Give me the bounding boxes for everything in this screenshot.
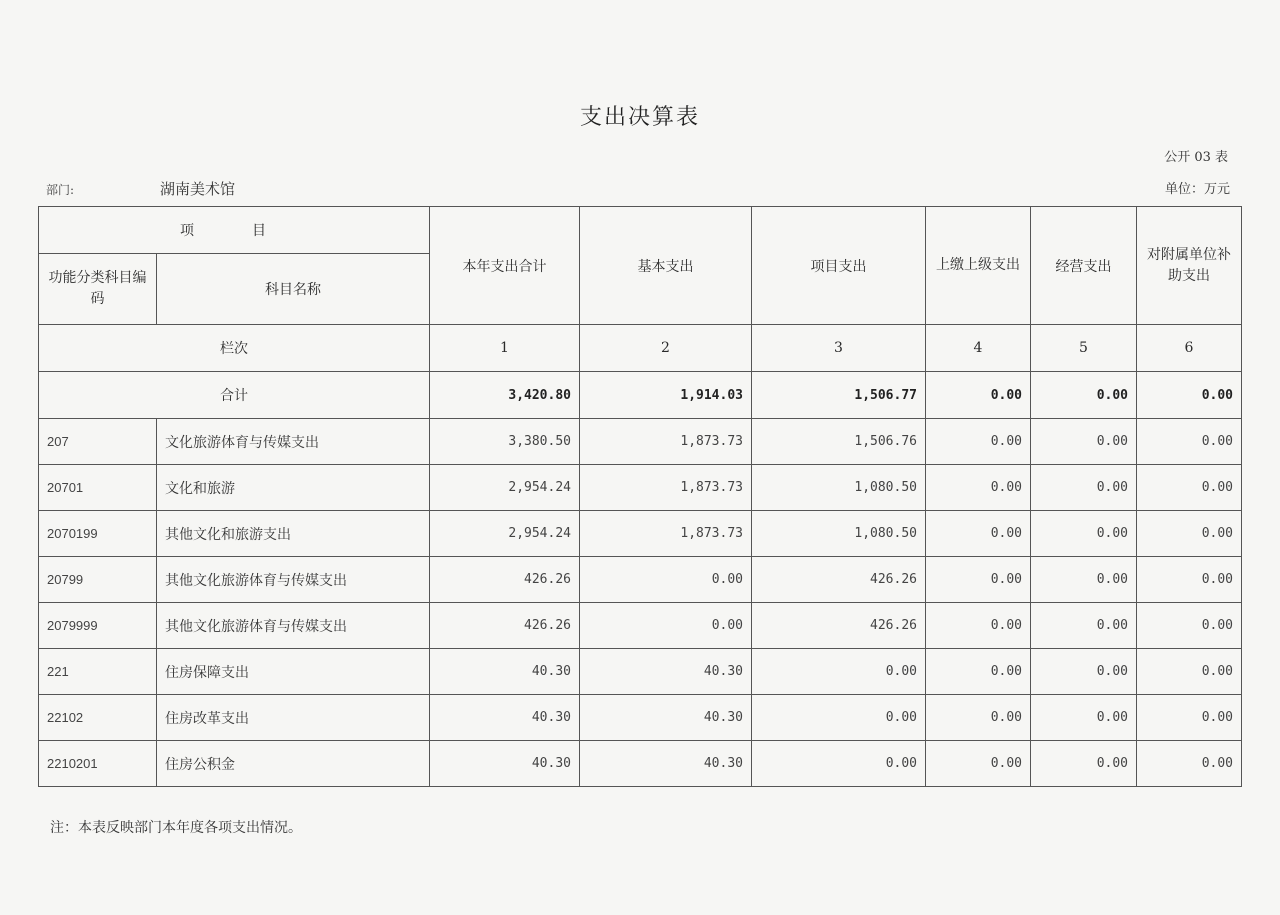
header-col6: 对附属单位补助支出 — [1137, 207, 1242, 325]
table-row — [39, 649, 1242, 695]
row-value: 426.26 — [430, 557, 580, 603]
row-value: 0.00 — [580, 557, 752, 603]
table-row — [39, 603, 1242, 649]
row-value: 0.00 — [1031, 419, 1137, 465]
column-index: 3 — [752, 325, 926, 372]
unit-label: 单位：万元 — [1164, 182, 1230, 197]
total-label: 合计 — [39, 372, 430, 419]
total-value: 0.00 — [1137, 372, 1242, 419]
row-code: 20701 — [39, 465, 157, 511]
row-value: 0.00 — [1031, 465, 1137, 511]
row-value: 3,380.50 — [430, 419, 580, 465]
row-code: 2210201 — [39, 741, 157, 787]
row-name: 其他文化旅游体育与传媒支出 — [157, 603, 430, 649]
department-label: 部门: — [46, 183, 75, 197]
row-value: 0.00 — [1031, 603, 1137, 649]
row-value: 0.00 — [1137, 695, 1242, 741]
header-col1: 本年支出合计 — [430, 207, 580, 325]
table-row — [39, 465, 1242, 511]
total-value: 1,914.03 — [580, 372, 752, 419]
row-value: 426.26 — [752, 557, 926, 603]
row-value: 0.00 — [1137, 511, 1242, 557]
row-code: 22102 — [39, 695, 157, 741]
footnote: 注：本表反映部门本年度各项支出情况。 — [50, 820, 302, 836]
row-value: 40.30 — [430, 649, 580, 695]
row-name: 其他文化旅游体育与传媒支出 — [157, 557, 430, 603]
header-project — [39, 207, 430, 254]
header-project-label: 项 目 — [180, 223, 288, 239]
row-value: 1,080.50 — [752, 511, 926, 557]
row-value: 0.00 — [752, 741, 926, 787]
header-code: 功能分类科目编码 — [39, 254, 157, 325]
row-value: 0.00 — [926, 557, 1031, 603]
row-value: 1,873.73 — [580, 465, 752, 511]
column-index: 2 — [580, 325, 752, 372]
row-value: 0.00 — [1137, 649, 1242, 695]
row-name: 住房公积金 — [157, 741, 430, 787]
total-value: 0.00 — [1031, 372, 1137, 419]
row-value: 0.00 — [926, 511, 1031, 557]
row-value: 0.00 — [1031, 741, 1137, 787]
row-code: 20799 — [39, 557, 157, 603]
total-value: 0.00 — [926, 372, 1031, 419]
row-value: 0.00 — [580, 603, 752, 649]
row-value: 1,080.50 — [752, 465, 926, 511]
row-value: 0.00 — [926, 465, 1031, 511]
row-code: 221 — [39, 649, 157, 695]
header-name: 科目名称 — [157, 254, 430, 325]
row-name: 文化和旅游 — [157, 465, 430, 511]
row-value: 0.00 — [1137, 557, 1242, 603]
row-value: 0.00 — [1031, 649, 1137, 695]
row-value: 426.26 — [430, 603, 580, 649]
header-col5: 经营支出 — [1031, 207, 1137, 325]
column-index: 6 — [1137, 325, 1242, 372]
column-index-row — [39, 325, 1242, 372]
row-value: 0.00 — [1137, 465, 1242, 511]
row-value: 40.30 — [580, 741, 752, 787]
row-value: 0.00 — [926, 741, 1031, 787]
table-row — [39, 741, 1242, 787]
row-value: 40.30 — [430, 695, 580, 741]
row-value: 0.00 — [1137, 741, 1242, 787]
table-row — [39, 695, 1242, 741]
column-index-label: 栏次 — [39, 325, 430, 372]
row-value: 2,954.24 — [430, 511, 580, 557]
total-row — [39, 372, 1242, 419]
table-row — [39, 557, 1242, 603]
row-name: 住房改革支出 — [157, 695, 430, 741]
row-value: 0.00 — [926, 419, 1031, 465]
row-value: 1,873.73 — [580, 511, 752, 557]
row-value: 40.30 — [580, 649, 752, 695]
row-value: 0.00 — [752, 695, 926, 741]
row-code: 2079999 — [39, 603, 157, 649]
row-value: 0.00 — [1031, 557, 1137, 603]
row-value: 40.30 — [430, 741, 580, 787]
row-name: 住房保障支出 — [157, 649, 430, 695]
row-value: 0.00 — [926, 649, 1031, 695]
row-value: 0.00 — [1031, 511, 1137, 557]
page-title: 支出决算表 — [579, 105, 700, 130]
row-value: 0.00 — [752, 649, 926, 695]
table-row — [39, 511, 1242, 557]
row-code: 207 — [39, 419, 157, 465]
row-name: 其他文化和旅游支出 — [157, 511, 430, 557]
row-value: 0.00 — [1031, 695, 1137, 741]
department-name: 湖南美术馆 — [160, 180, 236, 198]
row-value: 0.00 — [1137, 603, 1242, 649]
table-row — [39, 419, 1242, 465]
header-col4: 上缴上级支出 — [926, 207, 1031, 325]
form-number: 公开 03 表 — [1164, 150, 1228, 165]
expenditure-table — [38, 206, 1242, 787]
row-value: 0.00 — [926, 695, 1031, 741]
row-code: 2070199 — [39, 511, 157, 557]
row-value: 1,873.73 — [580, 419, 752, 465]
total-value: 3,420.80 — [430, 372, 580, 419]
row-value: 0.00 — [926, 603, 1031, 649]
header-col2: 基本支出 — [580, 207, 752, 325]
row-value: 2,954.24 — [430, 465, 580, 511]
total-value: 1,506.77 — [752, 372, 926, 419]
column-index: 1 — [430, 325, 580, 372]
column-index: 5 — [1031, 325, 1137, 372]
column-index: 4 — [926, 325, 1031, 372]
row-name: 文化旅游体育与传媒支出 — [157, 419, 430, 465]
row-value: 1,506.76 — [752, 419, 926, 465]
row-value: 40.30 — [580, 695, 752, 741]
row-value: 426.26 — [752, 603, 926, 649]
header-col3: 项目支出 — [752, 207, 926, 325]
row-value: 0.00 — [1137, 419, 1242, 465]
